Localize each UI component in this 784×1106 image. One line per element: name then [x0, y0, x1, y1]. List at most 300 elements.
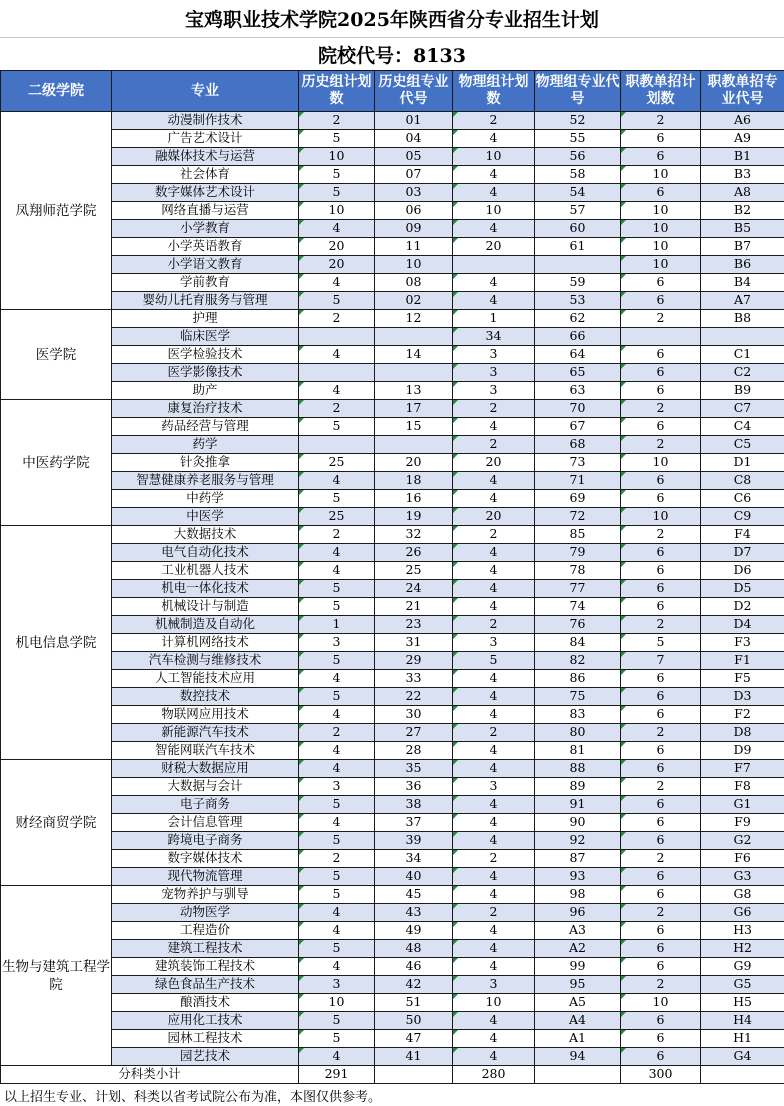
table-row: [1, 364, 784, 382]
cell-vocational-code: D5: [701, 580, 784, 598]
cell-vocational-code: F4: [701, 526, 784, 544]
table-row: [1, 472, 784, 490]
cell-history-plan: 5: [299, 868, 375, 886]
table-row: [1, 598, 784, 616]
cell-physics-plan: 4: [453, 742, 535, 760]
cell-vocational-code: A9: [701, 130, 784, 148]
cell-vocational-code: B5: [701, 220, 784, 238]
cell-vocational-code: B9: [701, 382, 784, 400]
cell-vocational-plan: 6: [621, 148, 701, 166]
cell-vocational-code: B8: [701, 310, 784, 328]
cell-physics-code: 83: [535, 706, 621, 724]
cell-history-plan: 2: [299, 526, 375, 544]
cell-history-code: 34: [375, 850, 453, 868]
cell-history-plan: 4: [299, 382, 375, 400]
cell-history-code: 08: [375, 274, 453, 292]
table-row: [1, 706, 784, 724]
cell-history-code: 10: [375, 256, 453, 274]
cell-major: 汽车检测与维修技术: [112, 652, 299, 670]
header-major: 专业: [112, 71, 299, 112]
cell-physics-plan: 4: [453, 706, 535, 724]
cell-physics-plan: 1: [453, 310, 535, 328]
cell-vocational-plan: 6: [621, 130, 701, 148]
cell-major: 大数据技术: [112, 526, 299, 544]
cell-history-plan: 25: [299, 454, 375, 472]
cell-history-code: 48: [375, 940, 453, 958]
footnote: 以上招生专业、计划、科类以省考试院公布为准，本图仅供参考。: [4, 1090, 382, 1105]
table-row: [1, 220, 784, 238]
cell-history-plan: 4: [299, 904, 375, 922]
cell-major: 机械制造及自动化: [112, 616, 299, 634]
cell-physics-plan: 2: [453, 526, 535, 544]
cell-major: 医学影像技术: [112, 364, 299, 382]
cell-history-code: 38: [375, 796, 453, 814]
table-row: [1, 1012, 784, 1030]
header-college: 二级学院: [1, 71, 112, 112]
cell-physics-code: A3: [535, 922, 621, 940]
cell-vocational-code: B6: [701, 256, 784, 274]
cell-major: 康复治疗技术: [112, 400, 299, 418]
cell-physics-plan: 3: [453, 976, 535, 994]
table-row: [1, 202, 784, 220]
cell-physics-code: 94: [535, 1048, 621, 1066]
cell-physics-plan: 3: [453, 346, 535, 364]
cell-vocational-plan: 10: [621, 256, 701, 274]
cell-physics-code: 59: [535, 274, 621, 292]
cell-vocational-plan: 2: [621, 436, 701, 454]
cell-history-plan: 2: [299, 400, 375, 418]
cell-vocational-plan: 10: [621, 220, 701, 238]
cell-history-plan: 5: [299, 652, 375, 670]
cell-vocational-code: D4: [701, 616, 784, 634]
cell-history-code: 46: [375, 958, 453, 976]
cell-physics-code: 85: [535, 526, 621, 544]
cell-vocational-code: A8: [701, 184, 784, 202]
cell-physics-code: 95: [535, 976, 621, 994]
table-row: [1, 130, 784, 148]
table-row: [1, 292, 784, 310]
table-row: [1, 652, 784, 670]
cell-physics-plan: 4: [453, 130, 535, 148]
cell-vocational-code: F3: [701, 634, 784, 652]
header-vocational-code: 职教单招专业代号: [701, 71, 784, 112]
cell-history-code: 39: [375, 832, 453, 850]
cell-major: 新能源汽车技术: [112, 724, 299, 742]
cell-major: 药品经营与管理: [112, 418, 299, 436]
cell-physics-code: 55: [535, 130, 621, 148]
cell-history-code: 29: [375, 652, 453, 670]
cell-history-plan: 4: [299, 1048, 375, 1066]
cell-physics-code: 93: [535, 868, 621, 886]
cell-major: 宠物养护与驯导: [112, 886, 299, 904]
cell-major: 小学教育: [112, 220, 299, 238]
cell-history-code: 18: [375, 472, 453, 490]
cell-vocational-plan: 2: [621, 778, 701, 796]
table-body: [1, 112, 784, 1084]
cell-physics-plan: 4: [453, 940, 535, 958]
cell-vocational-plan: 2: [621, 112, 701, 130]
cell-physics-code: 96: [535, 904, 621, 922]
table-row: [1, 796, 784, 814]
cell-history-plan: 4: [299, 472, 375, 490]
cell-vocational-code: G8: [701, 886, 784, 904]
cell-physics-code: 78: [535, 562, 621, 580]
cell-major: 社会体育: [112, 166, 299, 184]
cell-vocational-code: F1: [701, 652, 784, 670]
cell-history-code: 17: [375, 400, 453, 418]
cell-vocational-plan: 2: [621, 904, 701, 922]
cell-vocational-plan: 6: [621, 1012, 701, 1030]
cell-major: 跨境电子商务: [112, 832, 299, 850]
cell-history-plan: 5: [299, 688, 375, 706]
cell-physics-plan: 4: [453, 490, 535, 508]
cell-history-code: 51: [375, 994, 453, 1012]
cell-major: 婴幼儿托育服务与管理: [112, 292, 299, 310]
header-history-plan: 历史组计划数: [299, 71, 375, 112]
cell-history-plan: 4: [299, 274, 375, 292]
cell-vocational-code: A7: [701, 292, 784, 310]
cell-history-code: 14: [375, 346, 453, 364]
cell-history-plan: 10: [299, 202, 375, 220]
table-row: [1, 238, 784, 256]
cell-vocational-plan: 10: [621, 454, 701, 472]
cell-history-code: 41: [375, 1048, 453, 1066]
cell-history-plan: 4: [299, 742, 375, 760]
cell-history-code: 36: [375, 778, 453, 796]
cell-vocational-plan: 6: [621, 958, 701, 976]
cell-history-code: 49: [375, 922, 453, 940]
cell-physics-plan: 10: [453, 994, 535, 1012]
cell-vocational-code: H3: [701, 922, 784, 940]
college-name: 生物与建筑工程学院: [1, 886, 112, 1066]
subtotal-empty: [535, 1066, 621, 1084]
cell-history-code: 27: [375, 724, 453, 742]
table-row: [1, 904, 784, 922]
cell-history-plan: 5: [299, 886, 375, 904]
cell-physics-code: A4: [535, 1012, 621, 1030]
cell-major: 酿酒技术: [112, 994, 299, 1012]
cell-vocational-code: F8: [701, 778, 784, 796]
cell-physics-code: 76: [535, 616, 621, 634]
cell-physics-plan: 4: [453, 580, 535, 598]
cell-vocational-code: C7: [701, 400, 784, 418]
cell-vocational-plan: 6: [621, 922, 701, 940]
cell-history-code: 31: [375, 634, 453, 652]
cell-history-plan: 5: [299, 1030, 375, 1048]
cell-major: 小学英语教育: [112, 238, 299, 256]
cell-physics-code: 77: [535, 580, 621, 598]
header-vocational-plan: 职教单招计划数: [621, 71, 701, 112]
table-row: [1, 850, 784, 868]
cell-vocational-code: A6: [701, 112, 784, 130]
cell-vocational-code: D2: [701, 598, 784, 616]
cell-history-plan: 5: [299, 418, 375, 436]
cell-vocational-code: B7: [701, 238, 784, 256]
cell-vocational-code: B1: [701, 148, 784, 166]
cell-physics-plan: 4: [453, 1030, 535, 1048]
cell-physics-plan: 4: [453, 796, 535, 814]
cell-physics-plan: 4: [453, 292, 535, 310]
cell-history-plan: 4: [299, 670, 375, 688]
cell-physics-code: 67: [535, 418, 621, 436]
cell-vocational-plan: 6: [621, 868, 701, 886]
cell-physics-plan: 4: [453, 184, 535, 202]
cell-vocational-code: [701, 328, 784, 346]
cell-vocational-code: G3: [701, 868, 784, 886]
cell-history-plan: 2: [299, 724, 375, 742]
cell-history-plan: [299, 364, 375, 382]
cell-physics-code: 72: [535, 508, 621, 526]
cell-vocational-code: B4: [701, 274, 784, 292]
cell-physics-plan: 4: [453, 760, 535, 778]
cell-major: 中医学: [112, 508, 299, 526]
table-row: [1, 382, 784, 400]
table-row: [1, 256, 784, 274]
cell-physics-code: 91: [535, 796, 621, 814]
cell-history-code: 28: [375, 742, 453, 760]
cell-major: 学前教育: [112, 274, 299, 292]
cell-vocational-code: F2: [701, 706, 784, 724]
table-row: [1, 634, 784, 652]
cell-history-code: 02: [375, 292, 453, 310]
cell-physics-plan: 2: [453, 904, 535, 922]
cell-physics-code: 68: [535, 436, 621, 454]
cell-history-plan: 4: [299, 220, 375, 238]
cell-history-code: 45: [375, 886, 453, 904]
cell-vocational-code: D1: [701, 454, 784, 472]
cell-vocational-plan: 6: [621, 274, 701, 292]
cell-physics-plan: 10: [453, 202, 535, 220]
cell-vocational-code: C2: [701, 364, 784, 382]
cell-vocational-code: C6: [701, 490, 784, 508]
cell-history-code: 22: [375, 688, 453, 706]
subtotal-label: 分科类小计: [1, 1066, 299, 1084]
cell-major: 医学检验技术: [112, 346, 299, 364]
cell-major: 针灸推拿: [112, 454, 299, 472]
cell-major: 融媒体技术与运营: [112, 148, 299, 166]
cell-physics-plan: 34: [453, 328, 535, 346]
cell-major: 网络直播与运营: [112, 202, 299, 220]
cell-history-code: 15: [375, 418, 453, 436]
cell-major: 智慧健康养老服务与管理: [112, 472, 299, 490]
cell-history-plan: 5: [299, 1012, 375, 1030]
cell-vocational-code: D8: [701, 724, 784, 742]
cell-vocational-plan: 6: [621, 742, 701, 760]
cell-major: 药学: [112, 436, 299, 454]
cell-history-code: [375, 436, 453, 454]
cell-physics-code: A5: [535, 994, 621, 1012]
cell-physics-code: 52: [535, 112, 621, 130]
cell-vocational-plan: 6: [621, 760, 701, 778]
cell-history-code: 43: [375, 904, 453, 922]
cell-history-plan: 2: [299, 310, 375, 328]
cell-history-code: 05: [375, 148, 453, 166]
cell-major: 会计信息管理: [112, 814, 299, 832]
cell-physics-code: 90: [535, 814, 621, 832]
cell-vocational-plan: 2: [621, 724, 701, 742]
table-row: [1, 778, 784, 796]
cell-physics-plan: 2: [453, 616, 535, 634]
cell-vocational-plan: 6: [621, 1030, 701, 1048]
cell-vocational-plan: 10: [621, 166, 701, 184]
cell-major: 计算机网络技术: [112, 634, 299, 652]
cell-major: 园艺技术: [112, 1048, 299, 1066]
cell-physics-plan: 4: [453, 418, 535, 436]
cell-vocational-plan: 6: [621, 796, 701, 814]
cell-vocational-plan: 6: [621, 562, 701, 580]
cell-vocational-code: G6: [701, 904, 784, 922]
cell-vocational-plan: 6: [621, 886, 701, 904]
cell-history-code: 33: [375, 670, 453, 688]
table-row: [1, 976, 784, 994]
table-row: [1, 526, 784, 544]
cell-major: 物联网应用技术: [112, 706, 299, 724]
cell-vocational-plan: 6: [621, 472, 701, 490]
cell-history-plan: 5: [299, 580, 375, 598]
cell-history-plan: 4: [299, 814, 375, 832]
table-row: [1, 328, 784, 346]
subtotal-history: 291: [299, 1066, 375, 1084]
cell-vocational-plan: 2: [621, 616, 701, 634]
cell-history-plan: 5: [299, 598, 375, 616]
cell-major: 动漫制作技术: [112, 112, 299, 130]
subtotal-empty: [375, 1066, 453, 1084]
cell-history-code: 47: [375, 1030, 453, 1048]
header-physics-code: 物理组专业代号: [535, 71, 621, 112]
cell-vocational-plan: 2: [621, 310, 701, 328]
cell-history-plan: 4: [299, 760, 375, 778]
cell-major: 机械设计与制造: [112, 598, 299, 616]
cell-history-plan: 10: [299, 994, 375, 1012]
cell-vocational-code: G4: [701, 1048, 784, 1066]
cell-vocational-code: F7: [701, 760, 784, 778]
cell-vocational-code: C8: [701, 472, 784, 490]
cell-vocational-code: G2: [701, 832, 784, 850]
college-name: 财经商贸学院: [1, 760, 112, 886]
cell-history-code: 50: [375, 1012, 453, 1030]
cell-vocational-code: D7: [701, 544, 784, 562]
cell-history-plan: 25: [299, 508, 375, 526]
cell-physics-code: 87: [535, 850, 621, 868]
cell-history-code: 12: [375, 310, 453, 328]
table-row: [1, 400, 784, 418]
cell-history-plan: 20: [299, 256, 375, 274]
cell-history-code: 21: [375, 598, 453, 616]
cell-physics-plan: 20: [453, 508, 535, 526]
cell-major: 数字媒体艺术设计: [112, 184, 299, 202]
table-row: [1, 436, 784, 454]
cell-physics-plan: 2: [453, 724, 535, 742]
cell-physics-plan: 4: [453, 958, 535, 976]
cell-major: 数控技术: [112, 688, 299, 706]
cell-physics-plan: 4: [453, 814, 535, 832]
cell-history-plan: 4: [299, 958, 375, 976]
cell-physics-plan: 2: [453, 112, 535, 130]
table-row: [1, 922, 784, 940]
cell-major: 应用化工技术: [112, 1012, 299, 1030]
cell-physics-plan: 4: [453, 688, 535, 706]
cell-vocational-plan: 2: [621, 526, 701, 544]
table-row: [1, 490, 784, 508]
table-row: [1, 544, 784, 562]
cell-physics-plan: 3: [453, 634, 535, 652]
cell-history-code: 30: [375, 706, 453, 724]
cell-vocational-plan: 6: [621, 292, 701, 310]
cell-physics-plan: 4: [453, 220, 535, 238]
cell-physics-code: 82: [535, 652, 621, 670]
cell-history-plan: 5: [299, 292, 375, 310]
cell-vocational-plan: 6: [621, 670, 701, 688]
cell-history-plan: 3: [299, 634, 375, 652]
table-row: [1, 886, 784, 904]
cell-physics-code: 63: [535, 382, 621, 400]
table-row: [1, 184, 784, 202]
cell-physics-plan: 4: [453, 886, 535, 904]
table-row: [1, 742, 784, 760]
cell-major: 电子商务: [112, 796, 299, 814]
cell-major: 护理: [112, 310, 299, 328]
sheet-title: 宝鸡职业技术学院2025年陕西省分专业招生计划: [0, 0, 784, 38]
cell-history-plan: 4: [299, 706, 375, 724]
cell-physics-code: 88: [535, 760, 621, 778]
cell-history-code: 20: [375, 454, 453, 472]
cell-vocational-plan: 10: [621, 508, 701, 526]
cell-vocational-code: G1: [701, 796, 784, 814]
cell-vocational-plan: 2: [621, 976, 701, 994]
table-row: [1, 166, 784, 184]
cell-history-plan: 2: [299, 112, 375, 130]
cell-vocational-plan: 6: [621, 1048, 701, 1066]
cell-history-plan: [299, 328, 375, 346]
cell-history-code: 03: [375, 184, 453, 202]
cell-vocational-plan: 6: [621, 580, 701, 598]
cell-history-code: [375, 328, 453, 346]
table-row: [1, 454, 784, 472]
cell-vocational-code: C1: [701, 346, 784, 364]
cell-physics-code: 53: [535, 292, 621, 310]
cell-vocational-code: F5: [701, 670, 784, 688]
cell-physics-code: 65: [535, 364, 621, 382]
cell-vocational-plan: 6: [621, 688, 701, 706]
cell-major: 临床医学: [112, 328, 299, 346]
table-row: [1, 148, 784, 166]
cell-history-code: 23: [375, 616, 453, 634]
cell-physics-code: 92: [535, 832, 621, 850]
cell-vocational-plan: 7: [621, 652, 701, 670]
cell-major: 智能网联汽车技术: [112, 742, 299, 760]
cell-physics-code: 84: [535, 634, 621, 652]
cell-vocational-plan: 10: [621, 238, 701, 256]
cell-history-plan: 5: [299, 490, 375, 508]
table-row: [1, 1048, 784, 1066]
cell-vocational-plan: 6: [621, 364, 701, 382]
cell-history-code: 11: [375, 238, 453, 256]
table-row: [1, 670, 784, 688]
cell-history-code: 40: [375, 868, 453, 886]
cell-vocational-code: B2: [701, 202, 784, 220]
cell-history-plan: 5: [299, 166, 375, 184]
cell-major: 建筑装饰工程技术: [112, 958, 299, 976]
cell-vocational-code: C4: [701, 418, 784, 436]
cell-vocational-plan: 6: [621, 598, 701, 616]
cell-physics-plan: 4: [453, 562, 535, 580]
cell-vocational-plan: 6: [621, 544, 701, 562]
cell-history-code: 25: [375, 562, 453, 580]
subtotal-row: [1, 1066, 784, 1084]
cell-history-plan: [299, 436, 375, 454]
school-code: 院校代号：8133: [318, 44, 466, 67]
cell-vocational-plan: 10: [621, 994, 701, 1012]
